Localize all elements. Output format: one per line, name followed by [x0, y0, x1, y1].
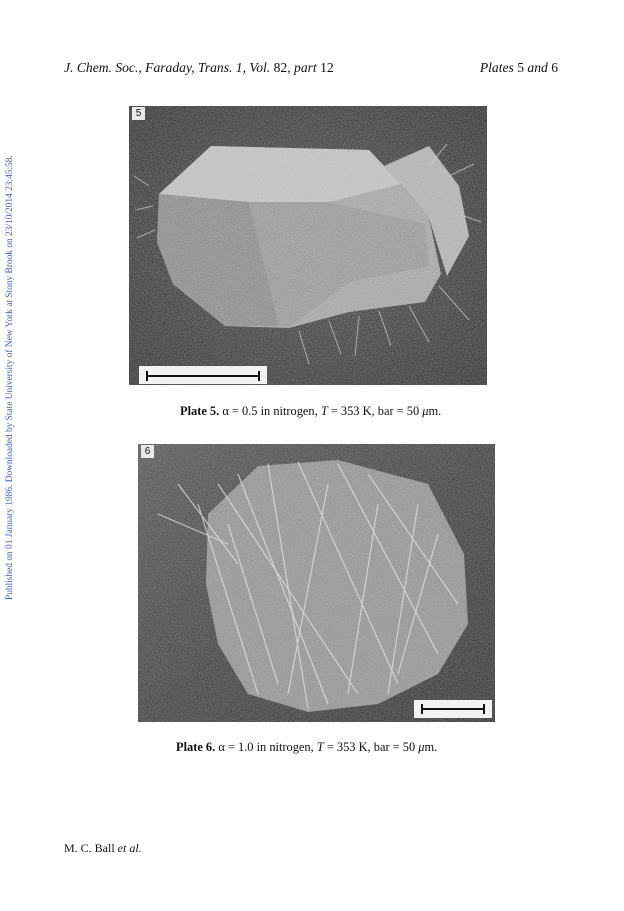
- part-number: 12: [320, 60, 334, 75]
- plates-label: Plates: [479, 60, 514, 75]
- volume-label: Vol.: [249, 60, 271, 75]
- plate-6-caption-rest: = 353 K, bar = 50: [323, 740, 419, 754]
- plate-6-caption-alpha: α = 1.0 in nitrogen,: [218, 740, 317, 754]
- plate-5-micrograph: [129, 106, 487, 385]
- journal-name: J. Chem. Soc., Faraday, Trans. 1,: [64, 60, 247, 75]
- author-etal: et al.: [117, 841, 142, 855]
- plate-6-caption: [176, 740, 437, 755]
- volume-number: 82,: [273, 60, 291, 75]
- plate-6-caption-T: T: [316, 740, 324, 754]
- plate-5-caption-unit: m.: [428, 404, 442, 418]
- plate-5-caption-mu: μ: [422, 404, 429, 418]
- author-name: M. C. Ball: [64, 841, 115, 855]
- part-label: part: [294, 60, 317, 75]
- plate-6-image: [138, 444, 495, 722]
- plate-b-number: 6: [551, 60, 558, 75]
- plate-5-number-label: 5: [132, 107, 145, 120]
- plate-a-number: 5: [517, 60, 524, 75]
- running-header: [64, 60, 334, 76]
- plate-5-caption-label: Plate 5.: [180, 404, 220, 418]
- plate-5-caption-alpha: α = 0.5 in nitrogen,: [222, 404, 321, 418]
- author-footer: [64, 841, 142, 856]
- plate-5-caption-rest: = 353 K, bar = 50: [327, 404, 423, 418]
- plate-6-caption-unit: m.: [424, 740, 438, 754]
- plate-6-caption-label: Plate 6.: [176, 740, 216, 754]
- and-word: and: [527, 60, 548, 75]
- plate-6-caption-mu: μ: [418, 740, 425, 754]
- plate-6-number-label: 6: [141, 445, 154, 458]
- plate-5-caption: [180, 404, 441, 419]
- plate-5-image: [129, 106, 487, 385]
- download-notice: Published on 01 January 1986. Downloaded by State University of New York at Stony Brook on 23/10/2014 23:45:58.: [5, 155, 15, 600]
- plates-heading: [480, 60, 558, 76]
- plate-5-caption-T: T: [320, 404, 328, 418]
- plate-6-micrograph: [138, 444, 495, 722]
